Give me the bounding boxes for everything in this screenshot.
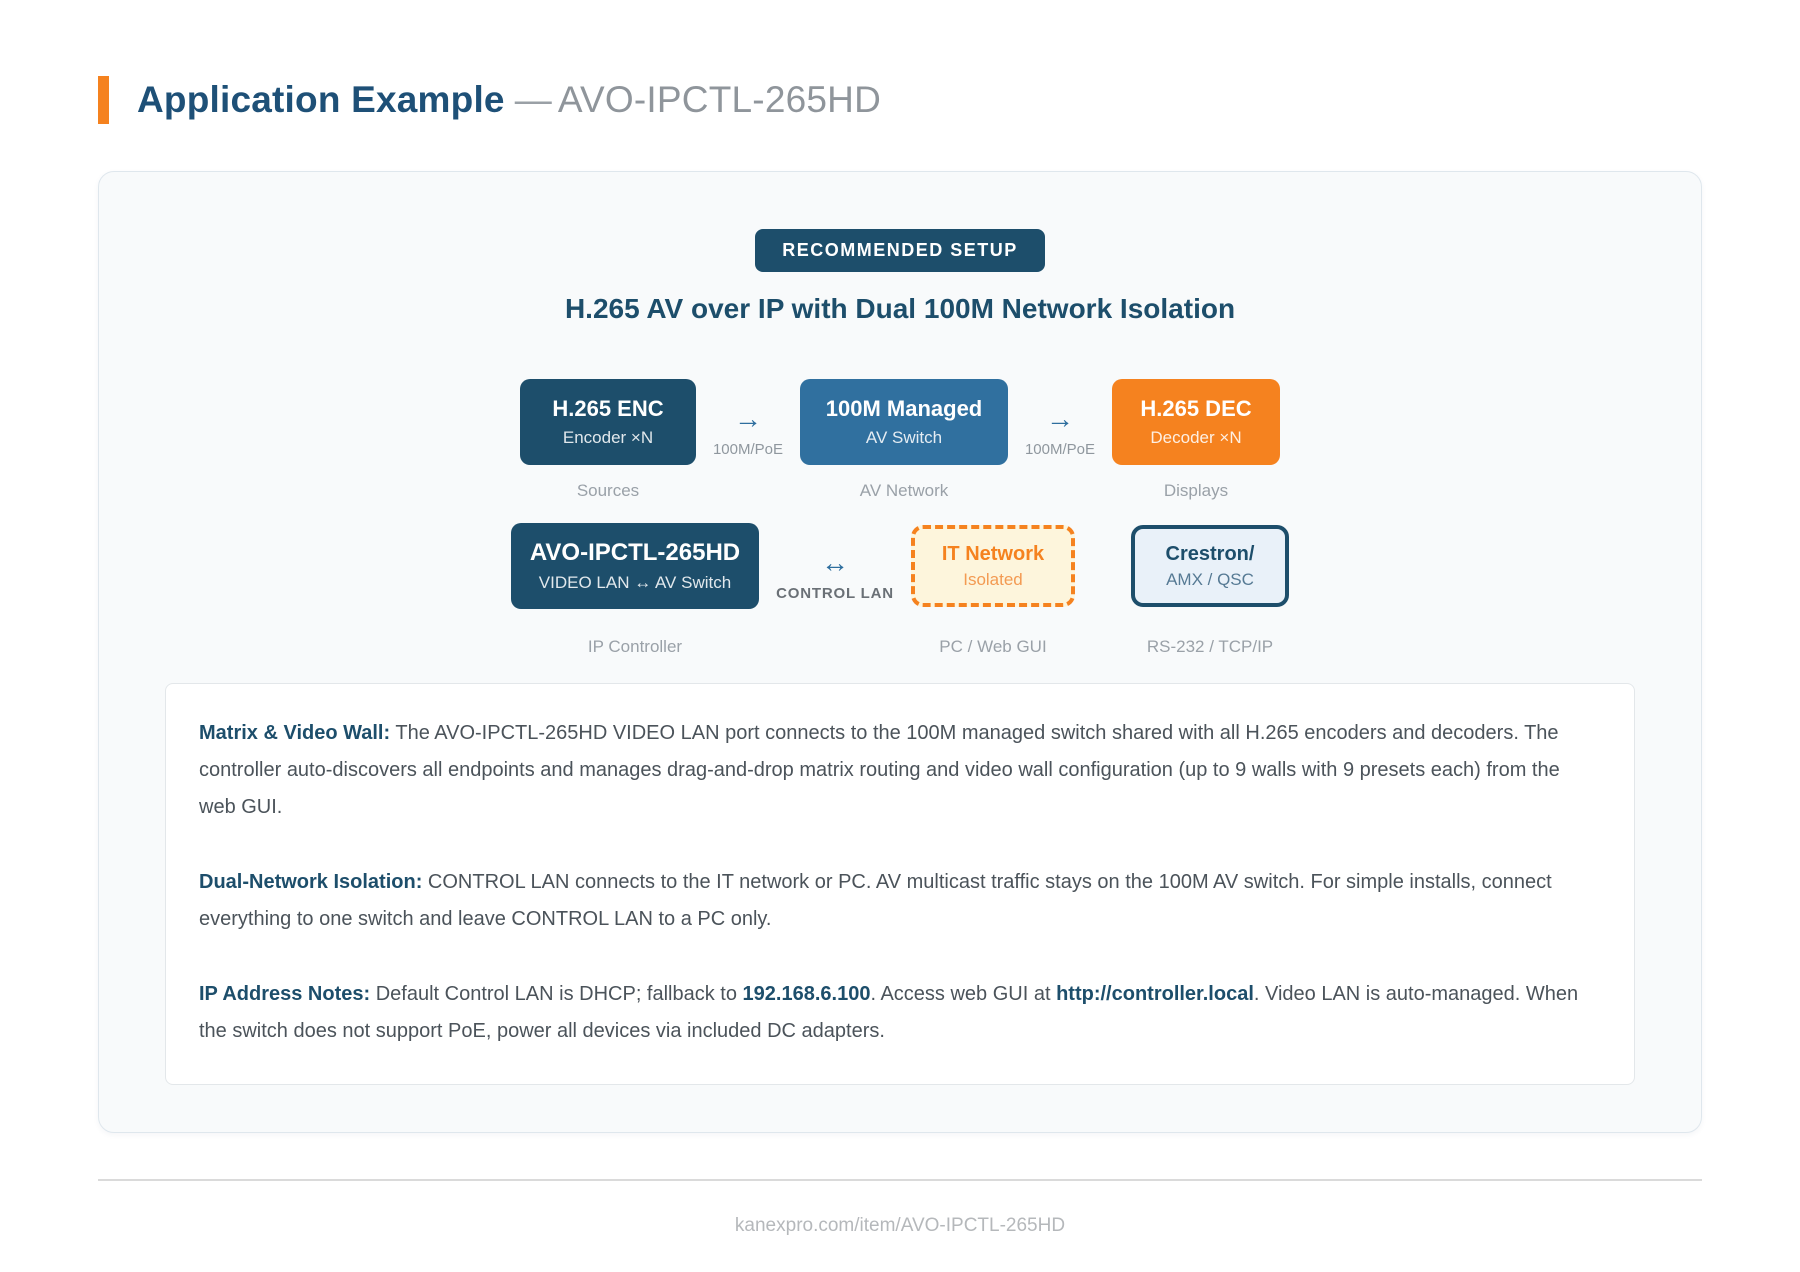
av-network-label: AV Network (859, 481, 949, 500)
note-lead: IP Address Notes: (199, 983, 371, 1005)
page-title-model: AVO-IPCTL-265HD (557, 79, 881, 120)
decoder-box-subtitle: Decoder ×N (1150, 428, 1242, 447)
pc-web-gui-label: PC / Web GUI (939, 637, 1047, 656)
controller-box-slot (511, 523, 759, 609)
displays-label: Displays (1163, 481, 1229, 500)
av-switch-box-title: 100M Managed (825, 396, 983, 421)
arrow-encoder-to-switch (696, 389, 800, 475)
footer-divider (98, 1179, 1702, 1181)
sources-label: Sources (576, 481, 640, 500)
note-dual-network-isolation (199, 864, 1601, 938)
it-network-box-title: IT Network (941, 542, 1045, 565)
control-lan-label: CONTROL LAN (776, 585, 894, 602)
encoder-box-slot (520, 379, 696, 465)
av-switch-box (800, 379, 1008, 465)
badge-container (99, 229, 1701, 272)
controller-box-title: AVO-IPCTL-265HD (529, 539, 741, 566)
diagram-row-encoders (99, 379, 1701, 465)
control-system-box-title: Crestron/ (1165, 542, 1255, 565)
controller-box-subtitle: VIDEO LAN ↔ AV Switch (538, 573, 732, 592)
rs232-tcpip-label: RS-232 / TCP/IP (1146, 637, 1274, 656)
recommended-setup-badge: RECOMMENDED SETUP (755, 229, 1045, 272)
control-lan-link (759, 533, 911, 619)
note-body: CONTROL LAN connects to the IT network or PC. AV multicast traffic stays on the 100M AV switch. For simple installs, connect everything to one switch and leave CONTROL LAN to a PC only. (199, 871, 1552, 930)
note-lead: Dual-Network Isolation: (199, 871, 423, 893)
right-arrow-icon: → (734, 403, 762, 434)
note-ip-address (199, 976, 1601, 1050)
it-network-box-slot (911, 523, 1075, 609)
note-body: The AVO-IPCTL-265HD VIDEO LAN port connects to the 100M managed switch shared with all H.265 encoders and decoders. The controller auto-discovers all endpoints and manages drag-and-drop matrix routing and video wall configuration (up to 9 walls with 9 presets each) from the web GUI. (199, 722, 1560, 818)
web-gui-address-value: http://controller.local (1056, 983, 1254, 1005)
it-network-box-subtitle: Isolated (963, 569, 1023, 589)
page-title (137, 79, 881, 121)
ip-controller-label: IP Controller (587, 637, 683, 656)
diagram-row-controller (99, 523, 1701, 609)
control-system-box-subtitle: AMX / QSC (1166, 569, 1254, 589)
note-body: . Access web GUI at (870, 983, 1057, 1005)
note-body: Default Control LAN is DHCP; fallback to (370, 983, 743, 1005)
av-switch-box-subtitle: AV Switch (865, 428, 943, 447)
encoder-box (520, 379, 696, 465)
notes-panel (165, 683, 1635, 1085)
arrow-label: 100M/PoE (712, 441, 784, 458)
note-lead: Matrix & Video Wall: (199, 722, 391, 744)
control-system-box (1131, 525, 1289, 607)
diagram-title: H.265 AV over IP with Dual 100M Network Isolation (564, 293, 1236, 324)
right-arrow-icon: → (1046, 403, 1074, 434)
footer-url: kanexpro.com/item/AVO-IPCTL-265HD (734, 1215, 1066, 1236)
control-system-box-slot (1131, 523, 1289, 609)
note-body: . Video LAN is auto-managed. When the switch does not support PoE, power all devices via included DC adapters. (199, 983, 1579, 1042)
it-network-box (911, 525, 1075, 607)
decoder-box-title: H.265 DEC (1140, 396, 1252, 421)
arrow-label: 100M/PoE (1024, 441, 1096, 458)
diagram-row-encoders-labels (99, 481, 1701, 501)
arrow-switch-to-decoder (1008, 389, 1112, 475)
page-header (98, 76, 1800, 124)
controller-box (511, 523, 759, 609)
encoder-box-title: H.265 ENC (552, 396, 664, 421)
diagram-row-controller-labels (99, 637, 1701, 657)
title-separator: — (514, 79, 552, 120)
application-example-card (98, 171, 1702, 1133)
decoder-box (1112, 379, 1280, 465)
encoder-box-subtitle: Encoder ×N (562, 428, 654, 447)
note-matrix-video-wall (199, 715, 1601, 826)
bidirectional-arrow-icon: ↔ (821, 547, 849, 578)
switch-box-slot (800, 379, 1008, 465)
fallback-ip-value: 192.168.6.100 (742, 983, 871, 1005)
page-title-main: Application Example (137, 79, 505, 120)
accent-bar (98, 76, 109, 124)
decoder-box-slot (1112, 379, 1280, 465)
